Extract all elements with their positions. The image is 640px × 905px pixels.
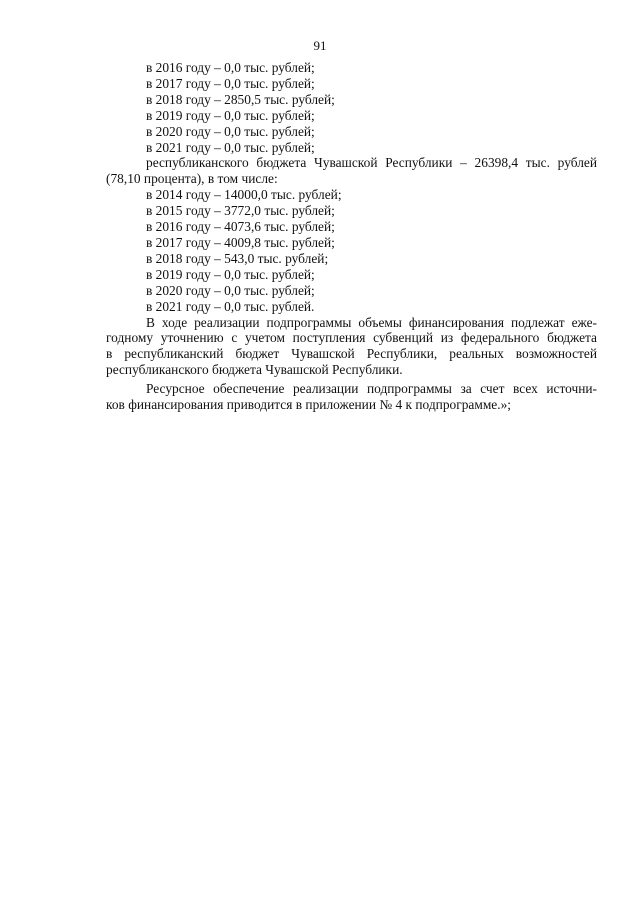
text-line: в 2019 году – 0,0 тыс. рублей; xyxy=(146,266,315,282)
text-line: ков финансирования приводится в приложении № 4 к подпрограмме.»; xyxy=(106,397,512,413)
text-line: в 2020 году – 0,0 тыс. рублей; xyxy=(146,123,315,139)
text-line: в 2020 году – 0,0 тыс. рублей; xyxy=(146,282,315,298)
text-line: годному уточнению с учетом поступления субвенций из федерального бюджета xyxy=(106,330,597,346)
text-line: в 2017 году – 4009,8 тыс. рублей; xyxy=(146,234,335,250)
text-line: республиканского бюджета Чувашской Республики. xyxy=(106,362,403,378)
text-line: в 2017 году – 0,0 тыс. рублей; xyxy=(146,75,315,91)
text-line: (78,10 процента), в том числе: xyxy=(106,171,278,187)
text-line: В ходе реализации подпрограммы объемы финансирования подлежат еже- xyxy=(146,314,597,330)
text-line: в 2019 году – 0,0 тыс. рублей; xyxy=(146,107,315,123)
text-line: в 2021 году – 0,0 тыс. рублей; xyxy=(146,139,315,155)
text-line: в 2016 году – 4073,6 тыс. рублей; xyxy=(146,219,335,235)
text-line: в республиканский бюджет Чувашской Республики, реальных возможностей xyxy=(106,346,597,362)
text-line: в 2018 году – 543,0 тыс. рублей; xyxy=(146,250,329,266)
text-line: в 2015 году – 3772,0 тыс. рублей; xyxy=(146,203,335,219)
page-number: 91 xyxy=(313,38,327,53)
text-line: в 2016 году – 0,0 тыс. рублей; xyxy=(146,60,315,75)
text-line: в 2018 году – 2850,5 тыс. рублей; xyxy=(146,91,335,107)
text-line: в 2014 году – 14000,0 тыс. рублей; xyxy=(146,187,342,203)
text-line: в 2021 году – 0,0 тыс. рублей. xyxy=(146,298,315,314)
text-line: Ресурсное обеспечение реализации подпрограммы за счет всех источни- xyxy=(146,381,597,397)
document-body xyxy=(106,60,597,413)
text-line: республиканского бюджета Чувашской Республики – 26398,4 тыс. рублей xyxy=(146,155,597,171)
